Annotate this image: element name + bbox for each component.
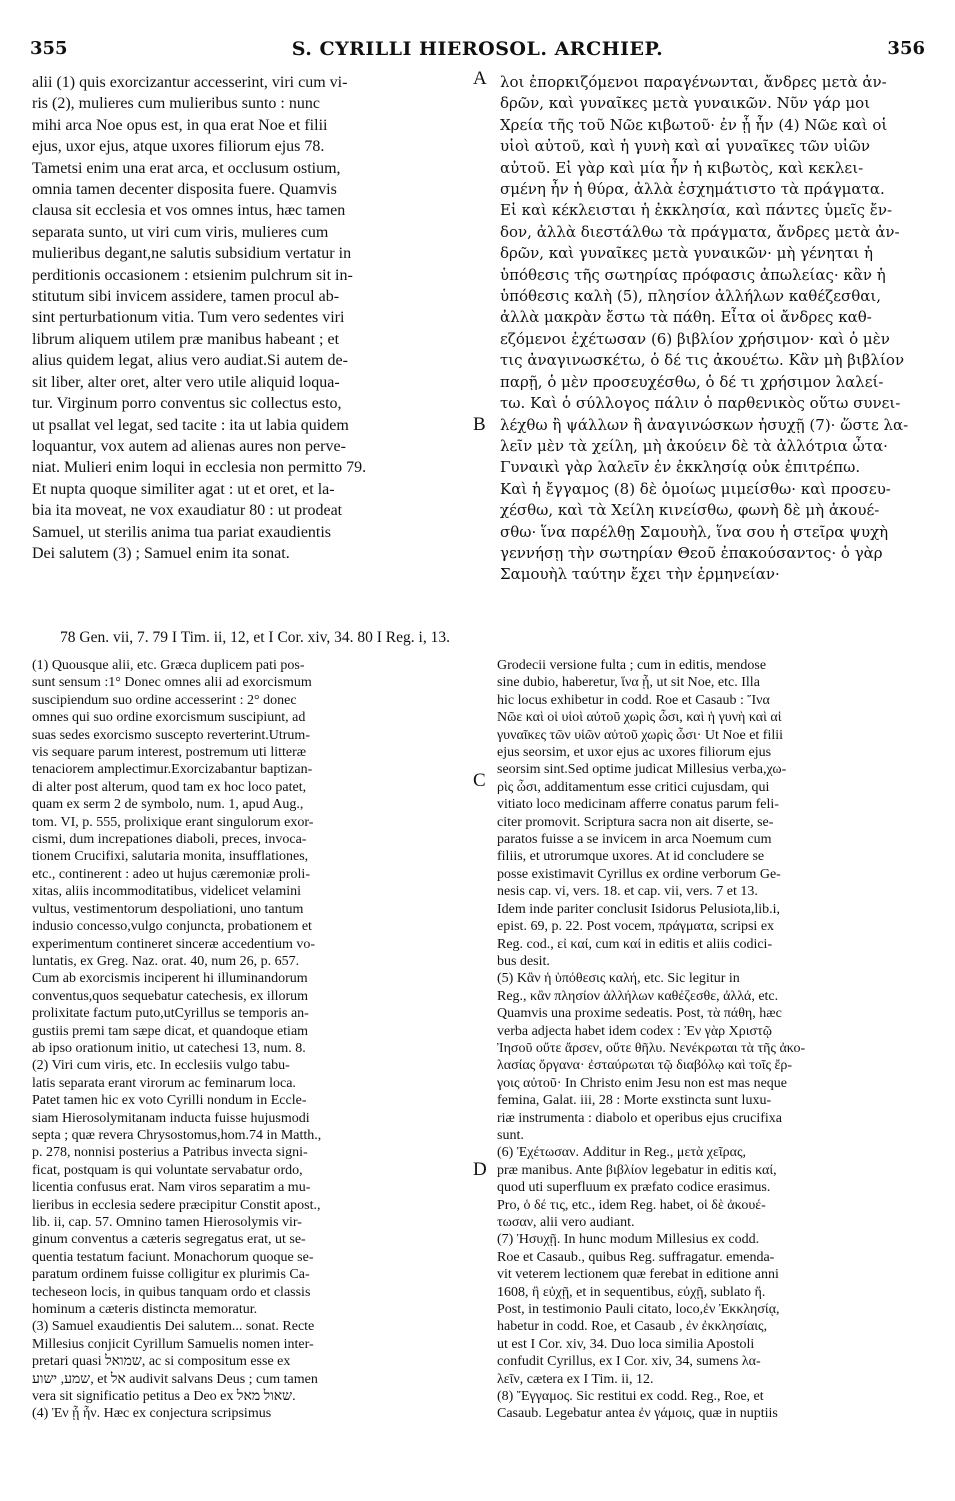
footnote-line: Reg. cod., εἰ καί, cum καί in editis et aliis codici- <box>497 936 773 952</box>
margin-marker-c: C <box>473 770 486 791</box>
footnote-line: hominum a cæteris distincta memoratur. <box>32 1302 258 1318</box>
footnote-line: siam Hierosolymitanam inducta fuisse hujusmodi <box>32 1110 310 1126</box>
footnote-line: sine dubio, haberetur, ἵνα ᾖ, ut sit Noe, etc. Illa <box>497 675 760 691</box>
footnote-line: nesis cap. vi, vers. 18. et cap. vii, vers. 7 et 13. <box>497 884 758 900</box>
footnote-line: γυναῖκες τῶν υἱῶν αὐτοῦ χωρὶς ὦσι· Ut Noe et filii <box>497 727 784 743</box>
footnote-line: Roe et Casaub., quibus Reg. suffragatur. emenda- <box>497 1249 775 1265</box>
latin-text-line: niat. Mulieri enim loqui in ecclesia non permitto 79. <box>32 459 367 477</box>
footnote-line: etc., continerent : adeo ut hujus cæremoniæ proli- <box>32 866 310 882</box>
footnote-line: licentia confusus erat. Nam viros separatim a mu- <box>32 1180 311 1196</box>
greek-text-line: Γυναικὶ γὰρ λαλεῖν ἐν ἐκκλησίᾳ οὐκ ἐπιτρέπω. <box>500 458 861 477</box>
footnote-line: paratos fuisse a se invicem in arca Noemum cum <box>497 832 772 848</box>
latin-text-line: Dei salutem (3) ; Samuel enim ita sonat. <box>32 544 290 562</box>
latin-text-line: ris (2), mulieres cum mulieribus sunto : nunc <box>32 95 320 113</box>
footnote-line: epist. 69, p. 22. Post vocem, πράγματα, scripsi ex <box>497 919 775 935</box>
greek-text-line: χέσθω, καὶ τὰ Χείλη κινείσθω, φωνὴ δὲ μὴ ἀκουέ- <box>500 501 880 520</box>
greek-text-column <box>500 72 932 586</box>
latin-text-line: ejus, uxor ejus, atque uxores filiorum ejus 78. <box>32 138 325 156</box>
running-title: S. CYRILLI HIEROSOL. ARCHIEP. <box>291 38 664 60</box>
footnote-line: xitas, aliis incommoditatibus, videlicet velamini <box>32 884 302 900</box>
greek-text-line: δρῶν, καὶ γυναῖκες μετὰ γυναικῶν. Νῦν γάρ μοι <box>500 94 871 113</box>
greek-text-line: ὑπόθεσις καλὴ (5), πλησίον ἀλλήλων καθέζεσθαι, <box>500 287 882 306</box>
footnote-line: (6) Ἐχέτωσαν. Additur in Reg., μετὰ χεῖρας, <box>497 1145 747 1161</box>
footnote-line: omnes qui suo ordine exorcismum suscipiunt, ad <box>32 710 306 726</box>
footnote-line: Νῶε καὶ οἱ υἱοὶ αὐτοῦ χωρὶς ὦσι, καὶ ἡ γυνὴ καὶ αἱ <box>497 710 782 726</box>
footnote-line: sunt. <box>497 1127 524 1143</box>
footnote-line: quam ex serm 2 de symbolo, num. 1, apud Aug., <box>32 797 304 813</box>
greek-text-line: Εἰ καὶ κέκλεισται ἡ ἐκκλησία, καὶ πάντες ὑμεῖς ἔν- <box>500 201 893 220</box>
footnote-line: Idem inde pariter conclusit Isidorus Pelusiota,lib.i, <box>497 901 781 917</box>
footnote-line: λεῖν, cætera ex I Tim. ii, 12. <box>497 1371 654 1387</box>
footnote-line: Patet tamen hic ex voto Cyrilli nondum in Eccle- <box>32 1093 307 1109</box>
greek-text-line: γεννήσῃ τὴν σωτηρίαν Θεοῦ ἐπακούσαντος· ὁ γὰρ <box>500 543 883 562</box>
footnote-line: suscipiendum suo ordine accesserint : 2° donec <box>32 692 297 708</box>
latin-text-line: alius quidem legat, alius vero audiat.Si autem de- <box>32 352 348 370</box>
footnote-line: ut est I Cor. xiv, 34. Duo loca similia Apostoli <box>497 1336 755 1352</box>
latin-text-line: librum aliquem utilem præ manibus habeant ; et <box>32 330 340 348</box>
page-number-right: 356 <box>887 38 925 59</box>
footnote-line: verba adjecta habet idem codex : Ἐν γὰρ Χριστῷ <box>497 1023 772 1039</box>
greek-text-line: ἀλλὰ μακρὰν ἔστω τὰ πάθη. Εἶτα οἱ ἄνδρες καθ- <box>500 308 872 327</box>
greek-text-line: ὑπόθεσις τῆς σωτηρίας πρόφασις ἀπωλείας· κἂν ἡ <box>500 265 886 284</box>
footnote-line: experimentum contineret sinceræ accedentium vo- <box>32 936 316 952</box>
footnote-line: vitiato loco medicinam afferre conatus parum feli- <box>497 797 779 813</box>
footnote-line: tionem Crucifixi, salutaria monita, insufflationes, <box>32 849 309 865</box>
latin-text-line: clausa sit ecclesia et vos omnes intus, hæc tamen <box>32 202 346 220</box>
margin-marker-a: A <box>473 68 487 89</box>
greek-text-line: τις ἀναγινωσκέτω, ὁ δέ τις ἀκουέτω. Κἂν μὴ βιβλίον <box>500 351 905 370</box>
latin-text-line: bia ita moveat, ne vox exaudiatur 80 : ut prodeat <box>32 502 343 520</box>
footnote-line: Pro, ὁ δέ τις, etc., idem Reg. habet, οἱ δὲ ἀκουέ- <box>497 1197 766 1213</box>
footnote-line: (4) Ἐν ᾗ ἦν. Hæc ex conjectura scripsimus <box>32 1406 272 1422</box>
footnote-line: Grodecii versione fulta ; cum in editis, mendose <box>497 658 767 673</box>
footnote-line: (3) Samuel exaudientis Dei salutem... sonat. Recte <box>32 1319 315 1335</box>
footnote-line: ejus seorsim, et uxor ejus ac uxores filiorum ejus <box>497 745 772 761</box>
greek-text-line: Σαμουὴλ ταύτην ἔχει τὴν ἑρμηνείαν· <box>500 565 780 584</box>
latin-text-line: mulieribus degant,ne salutis subsidium vertatur in <box>32 245 352 263</box>
footnote-line: vit veterem lectionem quæ ferebat in editione anni <box>497 1267 779 1283</box>
scripture-references: 78 Gen. vii, 7. 79 I Tim. ii, 12, et I Cor. xiv, 34. 80 I Reg. i, 13. <box>60 629 450 646</box>
footnote-line: cismi, dum increpationes diaboli, preces, invoca- <box>32 832 307 848</box>
footnote-line: suas sedes exorcismo suscepto reverterint.Utrum- <box>32 727 310 743</box>
footnote-line: pretari quasi שמואל, ac si compositum esse ex <box>32 1354 291 1370</box>
footnote-line: seorsim sint.Sed optime judicat Millesius verba,χω- <box>497 762 787 778</box>
latin-text-line: Et nupta quoque similiter agat : ut et oret, et la- <box>32 480 335 498</box>
page-number-left: 355 <box>30 38 68 59</box>
margin-marker-d: D <box>473 1159 487 1180</box>
footnote-line: gustiis premi tam sæpe dicat, et quandoque etiam <box>32 1023 309 1039</box>
footnote-line: (1) Quousque alii, etc. Græca duplicem pati pos- <box>32 658 305 673</box>
footnote-line: filiis, et utrorumque uxores. At id concludere se <box>497 849 765 865</box>
footnote-line: Post, in testimonio Pauli citato, loco,ἐν Ἐκκλησίᾳ, <box>497 1302 780 1318</box>
greek-text-line: δρῶν, καὶ γυναῖκες μετὰ γυναικῶν· μὴ γένηται ἡ <box>500 244 874 263</box>
latin-text-line: tur. Virginum porro conventus sic collectus esto, <box>32 395 342 413</box>
greek-text-line: λοι ἐπορκιζόμενοι παραγένωνται, ἄνδρες μετὰ ἀν- <box>500 73 887 91</box>
footnote-line: indusio concesso,vulgo conjuncta, probationem et <box>32 919 312 935</box>
greek-text-line: δον, ἀλλὰ διεστάλθω τὰ πράγματα, ἄνδρες μετὰ ἀν- <box>500 222 900 241</box>
footnote-line: posse existimavit Cyrillus ex ordine verborum Ge- <box>497 866 781 882</box>
greek-text-line: παρῇ, ὁ μὲν προσευχέσθω, ὁ δέ τι χρήσιμον λαλεί- <box>500 372 884 391</box>
latin-text-line: perditionis occasionem : etsienim pulchrum sit in- <box>32 266 353 284</box>
footnote-line: citer promovit. Scriptura sacra non ait diserte, se- <box>497 814 774 830</box>
footnote-line: septa ; quæ revera Chrysostomus,hom.74 in Matth., <box>32 1127 322 1143</box>
footnote-line: Casaub. Legebatur antea ἐν γάμοις, quæ in nuptiis <box>497 1406 778 1422</box>
footnote-line: vera sit significatio petitus a Deo ex שאול מאל. <box>32 1389 296 1405</box>
latin-text-line: Tametsi enim una erat arca, et occlusum ostium, <box>32 159 341 177</box>
footnote-line: quentia testatum faciunt. Monachorum quoque se- <box>32 1249 314 1265</box>
latin-text-line: omnia tamen decenter disposita fuere. Quamvis <box>32 181 337 199</box>
footnote-line: habetur in codd. Roe, et Casaub , ἐν ἐκκλησίαις, <box>497 1319 768 1335</box>
footnote-line: λασίας ὄργανα· ἐσταύρωται τῷ διαβόλῳ καὶ τοῖς ἔρ- <box>497 1058 793 1074</box>
footnote-line: techeseon locis, in quibus tanquam ordo et classis <box>32 1284 311 1300</box>
footnote-line: ab ipso orationum initio, ut catechesi 13, num. 8. <box>32 1040 306 1056</box>
footnote-line: ginum conventus a cæteris segregatus erat, ut se- <box>32 1232 306 1248</box>
latin-text-line: stitutum sibi invicem assidere, tamen procul ab- <box>32 288 340 306</box>
greek-text-line: λέχθω ἢ ψάλλων ἢ ἀναγινώσκων ἡσυχῇ (7)· ὥστε λα- <box>500 415 909 434</box>
greek-text-line: σμένη ἦν ἡ θύρα, ἀλλὰ ἐσχημάτιστο τὰ πράγματα. <box>500 180 885 199</box>
footnote-line: p. 278, nonnisi posterius a Patribus invecta signi- <box>32 1145 308 1161</box>
greek-text-line: Χρεία τῆς τοῦ Νῶε κιβωτοῦ· ἐν ᾗ ἦν (4) Νῶε καὶ οἱ <box>500 115 888 134</box>
footnotes-left-column <box>32 657 464 1423</box>
footnote-line: (7) Ἡσυχῇ. In hunc modum Millesius ex codd. <box>497 1232 760 1248</box>
greek-text-line: εζόμενοι ἐχέτωσαν (6) βιβλίον χρήσιμον· καὶ ὁ μὲν <box>500 329 890 348</box>
footnote-line: bus desit. <box>497 953 550 969</box>
latin-text-line: Samuel, ut sterilis anima tua pariat exaudientis <box>32 523 332 541</box>
running-header <box>30 38 925 66</box>
footnote-line: prolixitate factum puto,utCyrillus se temporis an- <box>32 1006 309 1022</box>
latin-text-line: separata sunto, ut viri cum viris, mulieres cum <box>32 223 329 241</box>
footnote-line: Reg., κἂν πλησίον ἀλλήλων καθέζεσθε, ἀλλά, etc. <box>497 988 779 1004</box>
footnote-line: ficat, postquam is qui voluntate servabatur ordo, <box>32 1162 303 1178</box>
footnote-line: lieribus in ecclesia sedere præcipitur Constit apost., <box>32 1197 321 1213</box>
footnote-line: vultus, vestimentorum despoliationi, uno tantum <box>32 901 304 917</box>
footnote-line: ρὶς ὦσι, additamentum esse critici cujusdam, qui <box>497 779 770 795</box>
footnote-line: vis sequare parum interest, postremum uti litteræ <box>32 745 307 761</box>
footnotes-right-column <box>497 657 927 1423</box>
footnote-line: (8) Ἔγγαμος. Sic restitui ex codd. Reg., Roe, et <box>497 1389 764 1405</box>
footnote-line: riæ instrumenta : diabolo et operibus ejus crucifixa <box>497 1110 782 1126</box>
latin-text-column <box>32 72 464 564</box>
latin-text-line: sit liber, alter oret, alter vero utile aliquid loqua- <box>32 373 340 391</box>
footnote-line: Cum ab exorcismis inciperent hi illuminandorum <box>32 971 308 987</box>
footnote-line: paratum ordinem fuisse colligitur ex plurimis Ca- <box>32 1267 310 1283</box>
footnote-line: (2) Viri cum viris, etc. In ecclesiis vulgo tabu- <box>32 1058 290 1074</box>
footnote-line: שמע, ישוע, et אל audivit salvans Deus ; cum tamen <box>32 1371 318 1387</box>
footnote-line: confudit Cyrillus, ex I Cor. xiv, 34, sumens λα- <box>497 1354 761 1370</box>
latin-text-line: loquantur, vox autem ad alienas aures non perve- <box>32 437 346 455</box>
footnote-line: quod uti superfluum ex præfato codice erasimus. <box>497 1180 771 1196</box>
greek-text-line: υἱοὶ αὐτοῦ, καὶ ἡ γυνὴ καὶ αἱ γυναῖκες τῶν υἱῶν <box>500 137 871 156</box>
latin-text-line: ut psallat vel legat, sed tacite : ita ut labia quidem <box>32 416 349 434</box>
footnote-line: Millesius conjicit Cyrillum Samuelis nomen inter- <box>32 1336 314 1352</box>
footnote-line: γοις αὐτοῦ· In Christo enim Jesu non est mas neque <box>497 1075 788 1091</box>
footnote-line: di alter post alterum, quod tam ex hoc loco patet, <box>32 779 307 795</box>
footnote-line: lib. ii, cap. 57. Omnino tamen Hierosolymis vir- <box>32 1215 302 1230</box>
footnote-line: præ manibus. Ante βιβλίον legebatur in editis καί, <box>497 1162 777 1178</box>
greek-text-line: λεῖν μὲν τὰ χείλη, μὴ ἀκούειν δὲ τὰ ἀλλότρια ὦτα· <box>500 436 888 455</box>
footnote-line: luntatis, ex Greg. Naz. orat. 40, num 26, p. 657. <box>32 953 300 969</box>
footnote-line: Ἰησοῦ οὔτε ἄρσεν, οὔτε θῆλυ. Νενέκρωται τὰ τῆς ἀκο- <box>497 1040 806 1056</box>
footnote-line: tenaciorem amplectimur.Exorcizabantur baptizan- <box>32 762 313 778</box>
greek-text-line: σθω· ἵνα παρέλθῃ Σαμουὴλ, ἵνα σου ἡ στεῖρα ψυχὴ <box>500 522 889 541</box>
greek-text-line: τω. Καὶ ὁ σύλλογος πάλιν ὁ παρθενικὸς οὕτω συνει- <box>500 394 901 413</box>
latin-text-line: sint perturbationum vitia. Tum vero sedentes viri <box>32 309 345 327</box>
footnote-line: hic locus exhibetur in codd. Roe et Casaub : Ἵνα <box>497 692 770 708</box>
footnote-line: latis separata erant virorum ac feminarum loca. <box>32 1075 296 1091</box>
latin-text-line: alii (1) quis exorcizantur accesserint, viri cum vi- <box>32 74 348 91</box>
latin-text-line: mihi arca Noe opus est, in qua erat Noe et filii <box>32 116 328 134</box>
footnote-line: femina, Galat. iii, 28 : Morte exstincta sunt luxu- <box>497 1093 772 1109</box>
footnote-line: 1608, ἢ εὐχῇ, et in sequentibus, εὐχῇ, sublato ἤ. <box>497 1284 766 1300</box>
footnote-line: conventus,quos sequebatur catechesis, ex illorum <box>32 988 309 1004</box>
margin-marker-b: B <box>473 414 486 435</box>
footnote-line: sunt sensum :1° Donec omnes alii ad exorcismum <box>32 675 312 691</box>
footnote-line: τωσαν, alii vero audiant. <box>497 1215 635 1230</box>
footnote-line: Quamvis una proxime sedeatis. Post, τὰ πάθη, hæc <box>497 1006 782 1022</box>
footnote-line: tom. VI, p. 555, prolixique erant singulorum exor- <box>32 814 314 830</box>
greek-text-line: Καὶ ἡ ἔγγαμος (8) δὲ ὁμοίως μιμείσθω· καὶ προσευ- <box>500 479 891 498</box>
footnote-line: (5) Κἂν ἡ ὑπόθεσις καλή, etc. Sic legitur in <box>497 971 740 987</box>
greek-text-line: αὐτοῦ. Εἰ γὰρ καὶ μία ἦν ἡ κιβωτὸς, καὶ κεκλει- <box>500 158 864 177</box>
